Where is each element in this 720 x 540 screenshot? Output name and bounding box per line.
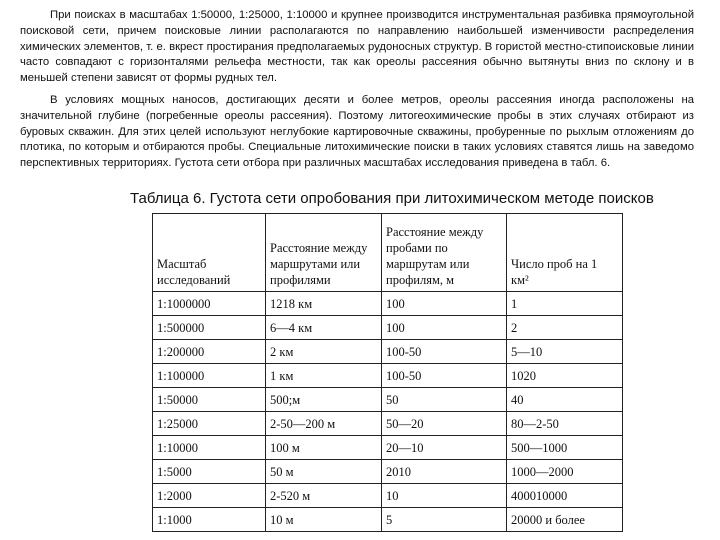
cell-scale: 1:2000 [153, 484, 266, 508]
cell-scale: 1:100000 [153, 364, 266, 388]
cell-sample-spacing: 100 [382, 292, 507, 316]
cell-samples-per-km2: 5—10 [507, 340, 623, 364]
header-route-spacing: Расстояние между маршрутами или профилями [266, 214, 382, 292]
table-row [153, 484, 623, 508]
header-samples-per-km2: Число проб на 1 км² [507, 214, 623, 292]
cell-sample-spacing: 100-50 [382, 340, 507, 364]
table-caption: Таблица 6. Густота сети опробования при литохимическом методе поисков [130, 190, 654, 207]
cell-samples-per-km2: 400010000 [507, 484, 623, 508]
cell-route-spacing: 100 м [266, 436, 382, 460]
table-row [153, 388, 623, 412]
cell-samples-per-km2: 1 [507, 292, 623, 316]
cell-samples-per-km2: 500—1000 [507, 436, 623, 460]
cell-scale: 1:25000 [153, 412, 266, 436]
cell-route-spacing: 500;м [266, 388, 382, 412]
cell-scale: 1:1000000 [153, 292, 266, 316]
paragraph-1: При поисках в масштабах 1:50000, 1:25000, 1:10000 и крупнее производится инструментальная разбивка прямоугольной поисковой сети, причем поисковые линии располагаются по направлению наибольшей изменчивости распределения химических элементов, т. е. вкрест простирания предполагаемых рудоносных структур. В гористой местно-стипоисковые линии часто совпадают с горизонталями рельефа местности, так как ореолы рассеяния обычно вытянуты вниз по склону и в меньшей степени зависят от формы рудных тел. [20, 9, 694, 85]
cell-sample-spacing: 10 [382, 484, 507, 508]
table-row [153, 412, 623, 436]
cell-route-spacing: 6—4 км [266, 316, 382, 340]
cell-samples-per-km2: 40 [507, 388, 623, 412]
paragraph-2: В условиях мощных наносов, достигающих десяти и более метров, ореолы рассеяния иногда расположены на значительной глубине (погребенные ореолы рассеяния). Поэтому литогеохимические пробы в этих случаях отбирают из буровых скважин. Для этих целей используют неглубокие картировочные скважины, пробуренные по рыхлым отложениям до плотика, по которым и отбираются пробы. Специальные литохимические поиски в таких условиях ставятся лишь на заведомо перспективных территориях. Густота сети отбора при различных масштабах исследования приведена в табл. 6. [20, 94, 694, 170]
cell-samples-per-km2: 2 [507, 316, 623, 340]
table-row [153, 340, 623, 364]
table-row [153, 436, 623, 460]
table-header-row [153, 214, 623, 292]
cell-sample-spacing: 100-50 [382, 364, 507, 388]
cell-sample-spacing: 50 [382, 388, 507, 412]
table-row [153, 364, 623, 388]
cell-scale: 1:500000 [153, 316, 266, 340]
header-scale: Масштаб исследований [153, 214, 266, 292]
cell-route-spacing: 1218 км [266, 292, 382, 316]
table-row [153, 460, 623, 484]
cell-scale: 1:200000 [153, 340, 266, 364]
cell-scale: 1:50000 [153, 388, 266, 412]
cell-samples-per-km2: 1000—2000 [507, 460, 623, 484]
table-row [153, 508, 623, 532]
cell-route-spacing: 50 м [266, 460, 382, 484]
cell-route-spacing: 10 м [266, 508, 382, 532]
cell-scale: 1:10000 [153, 436, 266, 460]
cell-route-spacing: 2 км [266, 340, 382, 364]
header-sample-spacing: Расстояние между пробами по маршрутам или профилям, м [382, 214, 507, 292]
cell-sample-spacing: 100 [382, 316, 507, 340]
cell-scale: 1:5000 [153, 460, 266, 484]
cell-route-spacing: 2-520 м [266, 484, 382, 508]
cell-sample-spacing: 20—10 [382, 436, 507, 460]
cell-samples-per-km2: 1020 [507, 364, 623, 388]
table-body [153, 292, 623, 532]
cell-route-spacing: 1 км [266, 364, 382, 388]
cell-route-spacing: 2-50—200 м [266, 412, 382, 436]
table-row [153, 316, 623, 340]
cell-sample-spacing: 50—20 [382, 412, 507, 436]
cell-samples-per-km2: 20000 и более [507, 508, 623, 532]
cell-sample-spacing: 2010 [382, 460, 507, 484]
table-row [153, 292, 623, 316]
cell-sample-spacing: 5 [382, 508, 507, 532]
sampling-density-table [152, 213, 623, 532]
cell-samples-per-km2: 80—2-50 [507, 412, 623, 436]
cell-scale: 1:1000 [153, 508, 266, 532]
